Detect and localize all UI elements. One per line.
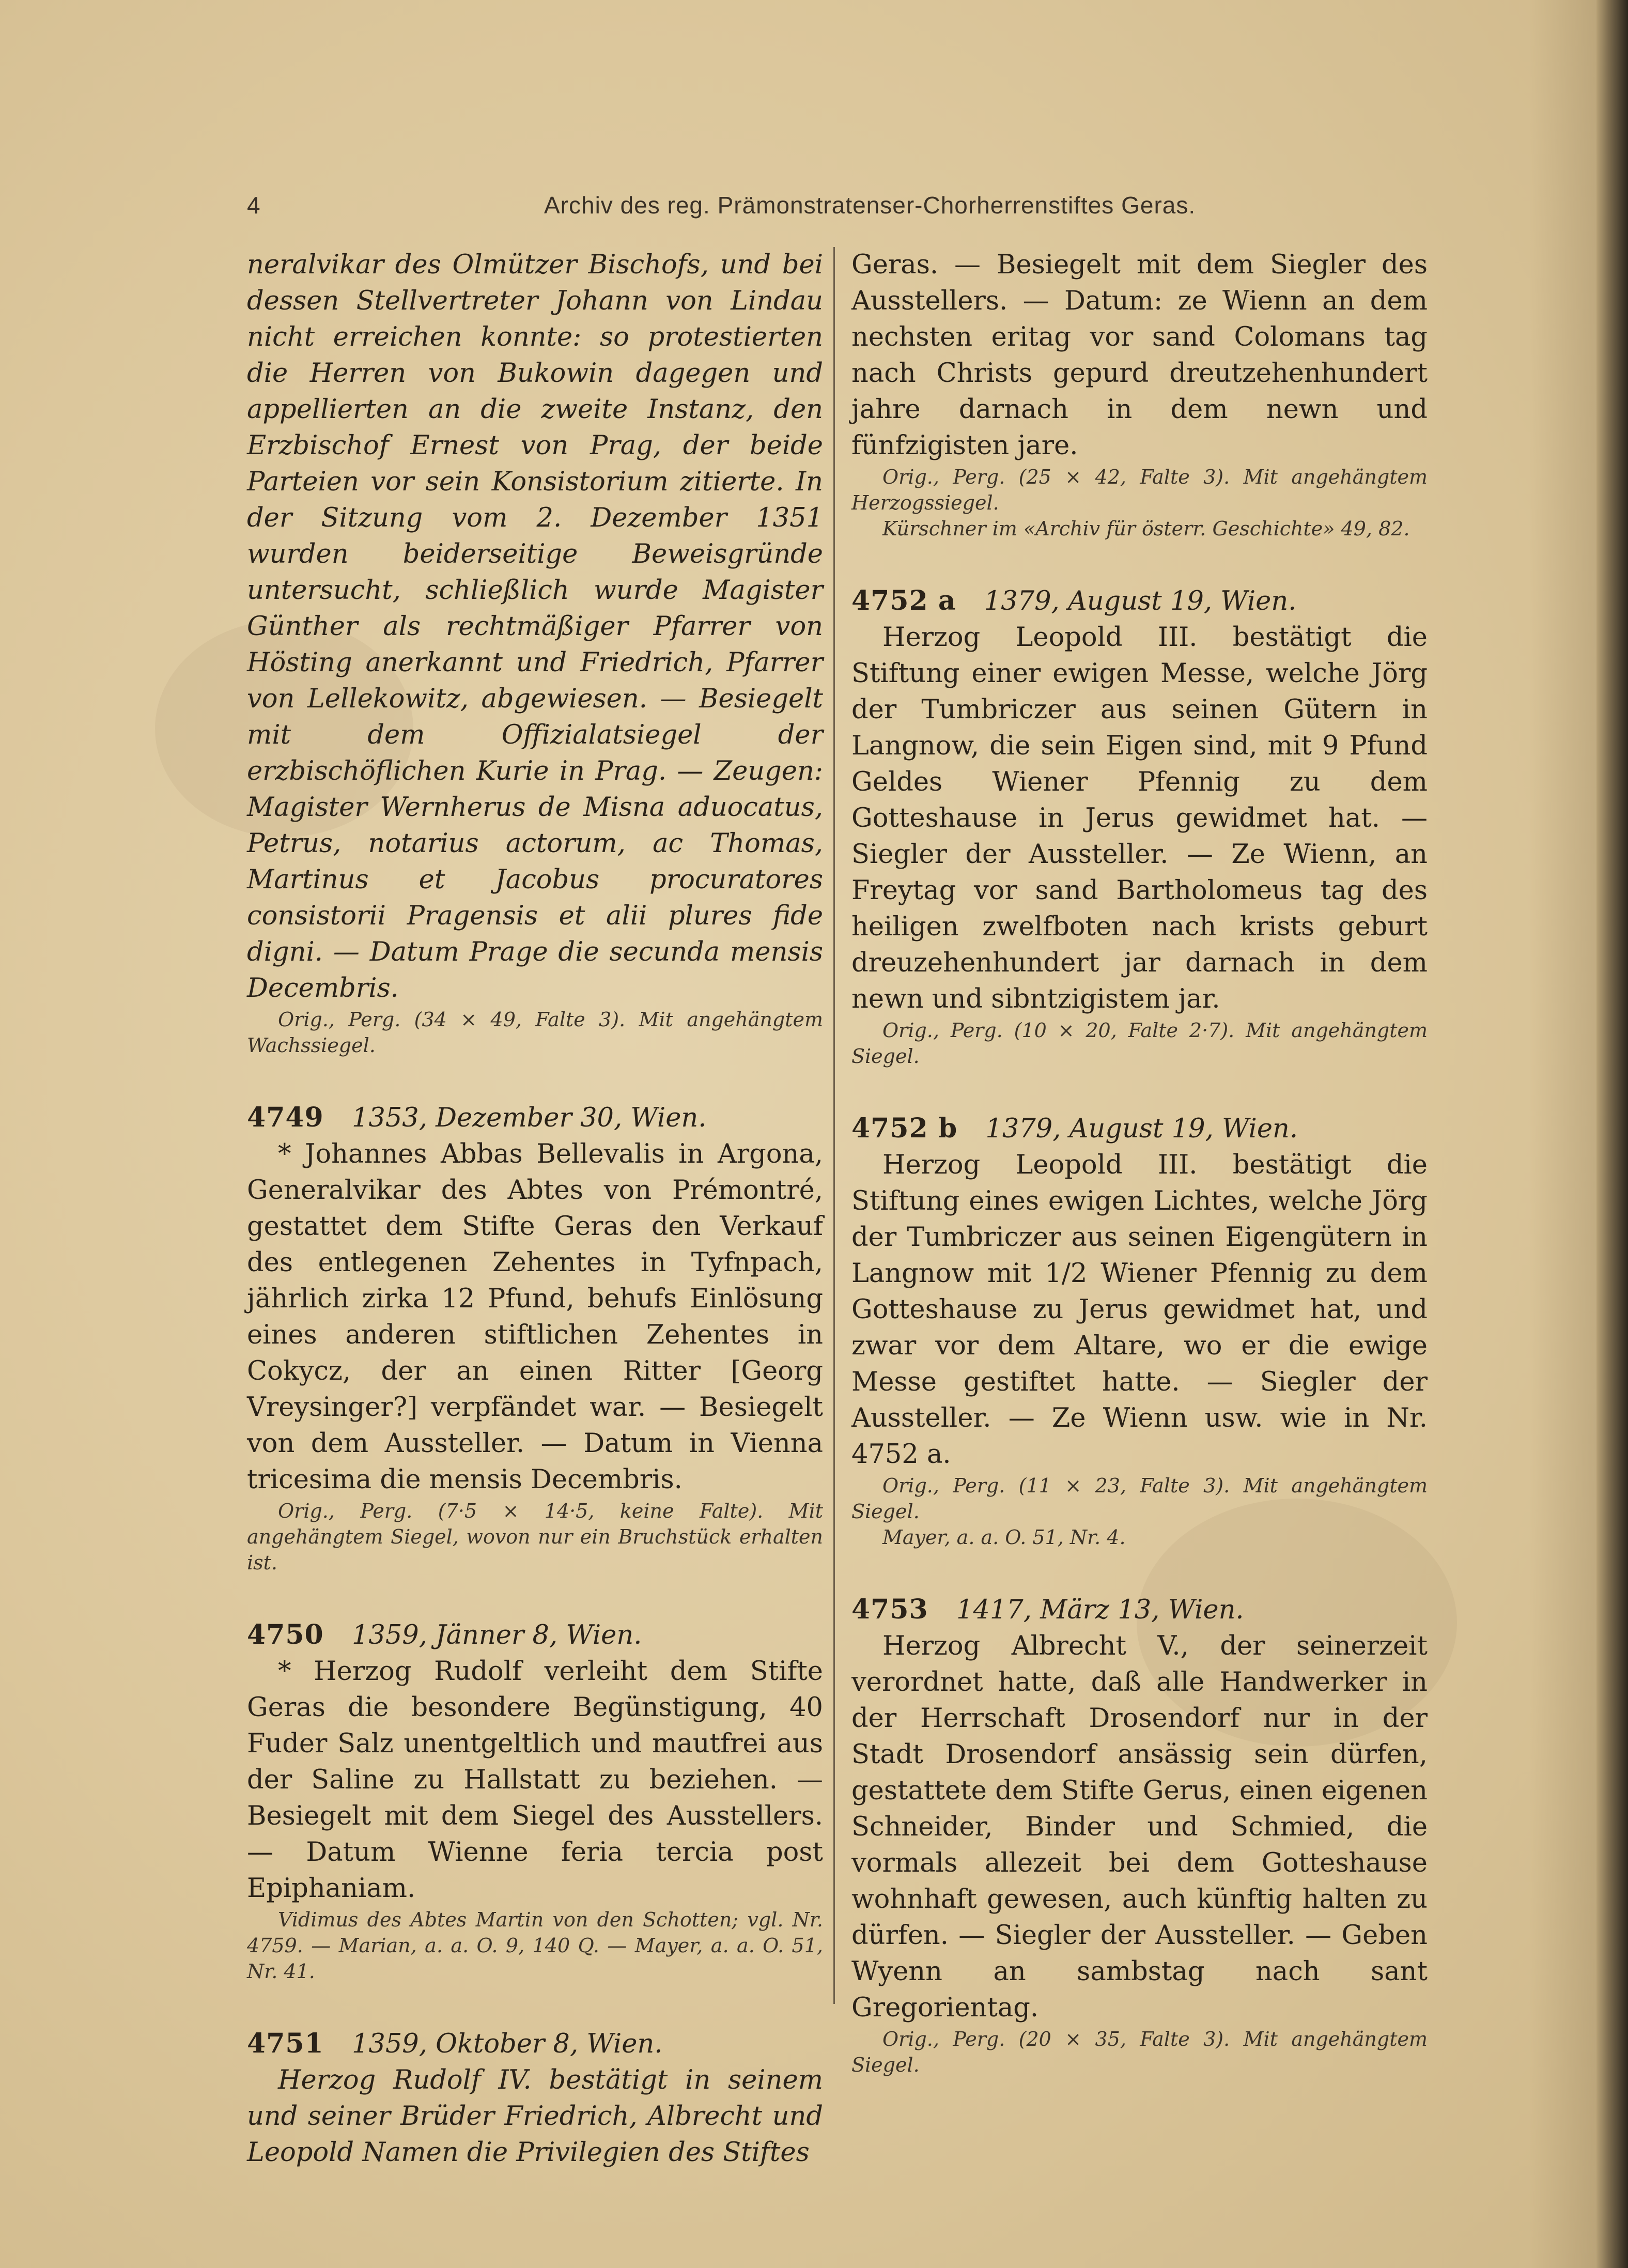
- literature-note: Mayer, a. a. O. 51, Nr. 4.: [882, 1526, 1126, 1549]
- right-column: [851, 247, 1428, 2078]
- entry-4750: [247, 1617, 823, 1984]
- entry-date: 1353, Dezember 30, Wien.: [351, 1103, 707, 1133]
- continued-text: Geras. — Besiegelt mit dem Siegler des Ausstellers. — Datum: ze Wienn an dem nechsten eritag vor sand Colomans tag nach Christs gepurd dreutzehenhundert jahre darnach in dem newn und fünfzigisten jare.: [851, 250, 1428, 461]
- entry-body: Herzog Leopold III. bestätigt die Stiftung eines ewigen Lichtes, welche Jörg der Tumbriczer aus seinen Eigengütern in Langnow mit 1/2 Wiener Pfennig zu dem Gotteshause zu Jerus gewidmet hat, und zwar vor dem Altare, wo er die ewige Messe gestiftet hatte. — Siegler der Aussteller. — Ze Wienn usw. wie in Nr. 4752 a.: [851, 1150, 1428, 1470]
- entry-body: * Johannes Abbas Bellevalis in Argona, Generalvikar des Abtes von Prémontré, gestattet dem Stifte Geras den Verkauf des entlegenen Zehentes in Tyfnpach, jährlich zirka 12 Pfund, behufs Einlösung eines anderen stiftlichen Zehentes in Cokycz, der an einen Ritter [Georg Vreysinger?] verpfändet war. — Besiegelt von dem Aussteller. — Datum in Vienna tricesima die mensis Decembris.: [247, 1139, 823, 1495]
- archival-note: Vidimus des Abtes Martin von den Schotten; vgl. Nr. 4759. — Marian, a. a. O. 9, 140 Q. — Mayer, a. a. O. 51, Nr. 41.: [247, 1908, 823, 1983]
- entry-body: Herzog Rudolf IV. bestätigt in seinem und seiner Brüder Friedrich, Albrecht und Leopold Namen die Privilegien des Stiftes: [247, 2065, 823, 2168]
- running-title: Archiv des reg. Prämonstratenser-Chorherrenstiftes Geras.: [544, 192, 1196, 219]
- page-number: 4: [247, 192, 261, 219]
- entry-heading: [247, 1100, 823, 1136]
- entry-number: 4752 b: [851, 1113, 958, 1144]
- entry-4749: [247, 1100, 823, 1576]
- page-edge: [1596, 0, 1628, 2268]
- entry-4752b: [851, 1110, 1428, 1550]
- entry-date: 1379, August 19, Wien.: [985, 1114, 1298, 1144]
- archival-note: Orig., Perg. (25 × 42, Falte 3). Mit angehängtem Herzogssiegel.: [851, 466, 1428, 514]
- left-column: [247, 247, 823, 2171]
- entry-4751: [247, 2026, 823, 2171]
- page-fold-shadow: [1529, 0, 1596, 2268]
- entry-date: 1379, August 19, Wien.: [984, 586, 1297, 616]
- entry-heading: [851, 1110, 1428, 1147]
- entry-number: 4752 a: [851, 585, 956, 616]
- entry-4753: [851, 1592, 1428, 2078]
- entry-date: 1359, Oktober 8, Wien.: [351, 2029, 663, 2059]
- running-header: [247, 191, 1435, 233]
- entry-body: Herzog Leopold III. bestätigt die Stiftung einer ewigen Messe, welche Jörg der Tumbriczer aus seinen Gütern in Langnow, die sein Eigen sind, mit 9 Pfund Geldes Wiener Pfennig zu dem Gotteshause in Jerus gewidmet hat. — Siegler der Aussteller. — Ze Wienn, an Freytag vor sand Bartholomeus tag des heiligen zwelfboten nach krists geburt dreuzehenhundert jar darnach in dem newn und sibntzigistem jar.: [851, 622, 1428, 1014]
- entry-date: 1359, Jänner 8, Wien.: [351, 1620, 642, 1650]
- entry-heading: [851, 583, 1428, 620]
- entry-heading: [247, 2026, 823, 2062]
- entry-heading: [851, 1592, 1428, 1628]
- column-divider: [833, 247, 835, 2004]
- entry-body: Herzog Albrecht V., der seinerzeit verordnet hatte, daß alle Handwerker in der Herrschaft Drosendorf nur in der Stadt Drosendorf ansässig sein dürfen, gestattete dem Stifte Gerus, einen eigenen Schneider, Binder und Schmied, die vormals allezeit bei dem Gotteshause wohnhaft gewesen, auch künftig halten zu dürfen. — Siegler der Aussteller. — Geben Wyenn an sambstag nach sant Gregorientag.: [851, 1631, 1428, 2023]
- archival-note: Orig., Perg. (11 × 23, Falte 3). Mit angehängtem Siegel.: [851, 1474, 1428, 1523]
- literature-note: Kürschner im «Archiv für österr. Geschichte» 49, 82.: [882, 517, 1410, 540]
- entry-date: 1417, März 13, Wien.: [956, 1595, 1244, 1625]
- archival-note: Orig., Perg. (10 × 20, Falte 2·7). Mit angehängtem Siegel.: [851, 1019, 1428, 1068]
- entry-number: 4750: [247, 1619, 324, 1650]
- archival-note: Orig., Perg. (7·5 × 14·5, keine Falte). Mit angehängtem Siegel, wovon nur ein Bruchstück erhalten ist.: [247, 1500, 823, 1574]
- entry-number: 4749: [247, 1102, 324, 1133]
- entry-number: 4751: [247, 2028, 324, 2059]
- entry-4752a: [851, 583, 1428, 1069]
- entry-number: 4753: [851, 1594, 928, 1625]
- archival-note: Orig., Perg. (34 × 49, Falte 3). Mit angehängtem Wachssiegel.: [247, 1008, 823, 1057]
- entry-heading: [247, 1617, 823, 1654]
- continued-text: neralvikar des Olmützer Bischofs, und bei dessen Stellvertreter Johann von Lindau nicht erreichen konnte: so protestierten die Herren von Bukowin dagegen und appellierten an die zweite Instanz, den Erzbischof Ernest von Prag, der beide Parteien vor sein Konsistorium zitierte. In der Sitzung vom 2. Dezember 1351 wurden beiderseitige Beweisgründe untersucht, schließlich wurde Magister Günther als rechtmäßiger Pfarrer von Hösting anerkannt und Friedrich, Pfarrer von Lellekowitz, abgewiesen. — Besiegelt mit dem Offizialatsiegel der erzbischöflichen Kurie in Prag. — Zeugen: Magister Wernherus de Misna aduocatus, Petrus, notarius actorum, ac Thomas, Martinus et Jacobus procuratores consistorii Pragensis et alii plures fide digni. — Datum Prage die secunda mensis Decembris.: [247, 250, 823, 1004]
- archival-note: Orig., Perg. (20 × 35, Falte 3). Mit angehängtem Siegel.: [851, 2028, 1428, 2076]
- entry-body: * Herzog Rudolf verleiht dem Stifte Geras die besondere Begünstigung, 40 Fuder Salz unentgeltlich und mautfrei aus der Saline zu Hallstatt zu beziehen. — Besiegelt mit dem Siegel des Ausstellers. — Datum Wienne feria tercia post Epiphaniam.: [247, 1656, 823, 1904]
